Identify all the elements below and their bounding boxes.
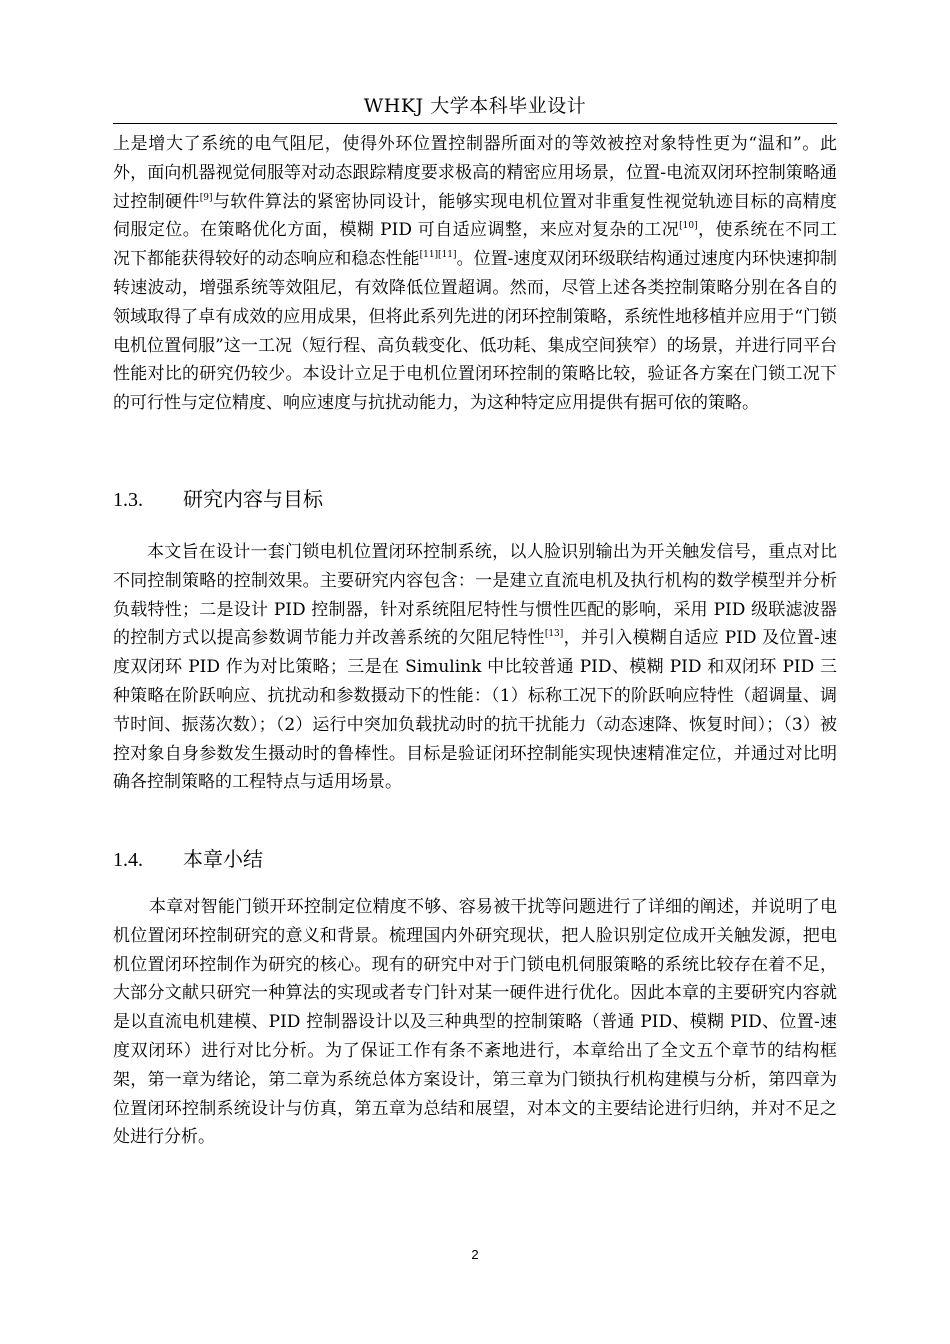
paragraph-chapter-summary: 本章对智能门锁开环控制定位精度不够、容易被干扰等问题进行了详细的阐述，并说明了电机位置闭环控制研究的意义和背景。梳理国内外研究现状，把人脸识别定位成开关触发源，把电机位置闭环控制作为研究的核心。现有的研究中对于门锁电机伺服策略的系统比较存在着不足，大部分文献只研究一种算法的实现或者专门针对某一硬件进行优化。因此本章的主要研究内容就是以直流电机建模、PID 控制器设计以及三种典型的控制策略（普通 PID、模糊 PID、位置-速度双闭环）进行对比分析。为了保证工作有条不紊地进行，本章给出了全文五个章节的结构框架，第一章为绪论，第二章为系统总体方案设计，第三章为门锁执行机构建模与分析，第四章为位置闭环控制系统设计与仿真，第五章为总结和展望，对本文的主要结论进行归纳，并对不足之处进行分析。 <box>113 897 837 1148</box>
section-heading-1-3 <box>113 484 323 515</box>
paragraph-prev-section <box>113 130 837 418</box>
text-run: ，并引入模糊自适应 PID 及位置-速度双闭环 PID 作为对比策略；三是在 Simulink 中比较普通 PID、模糊 PID 和双闭环 PID 三种策略在阶跃响应、抗扰动和参数摄动下的性能：（1）标称工况下的阶跃响应特性（超调量、调节时间、振荡次数）；（2）运行中突加负载扰动时的抗干扰能力（动态速降、恢复时间）；（3）被控对象自身参数发生摄动时的鲁棒性。目标是验证闭环控制能实现快速精准定位，并通过对比明确各控制策略的工程特点与适用场景。 <box>113 628 837 793</box>
text-run: ，使系统在不同工况下都能获得较好的动态响应和稳态性能 <box>113 220 838 270</box>
paragraph-research-content <box>113 538 837 797</box>
text-run: 。位置-速度双闭环级联结构通过速度内环快速抑制转速波动，增强系统等效阻尼，有效降低位置超调。然而，尽管上述各类控制策略分别在各自的领域取得了卓有成效的应用成果，但将此系列先进的闭环控制策略，系统性地移植并应用于“门锁电机位置伺服”这一工况（短行程、高负载变化、低功耗、集成空间狭窄）的场景，并进行同平台性能对比的研究仍较少。本设计立足于电机位置闭环控制的策略比较，验证各方案在门锁工况下的可行性与定位精度、响应速度与抗扰动能力，为这种特定应用提供有据可依的策略。 <box>113 249 838 414</box>
section-number: 1.4. <box>113 849 143 871</box>
citation: [13] <box>544 629 564 640</box>
page-header: WHKJ 大学本科毕业设计 <box>363 95 587 117</box>
section-number: 1.3. <box>113 489 143 511</box>
section-title: 本章小结 <box>183 847 263 871</box>
section-title: 研究内容与目标 <box>183 487 323 511</box>
section-heading-1-4 <box>113 844 263 875</box>
page-number: 2 <box>471 1247 479 1262</box>
text-run: 上是增大了系统的电气阻尼，使得外环位置控制器所面对的等效被控对象特性更为“温和”。此外，面向机器视觉伺服等对动态跟踪精度要求极高的精密应用场景，位置-电流双闭环控制策略通过控制硬件 <box>113 134 837 212</box>
citation: [11][11] <box>419 250 457 261</box>
text-run: 本文旨在设计一套门锁电机位置闭环控制系统，以人脸识别输出为开关触发信号，重点对比不同控制策略的控制效果。主要研究内容包含：一是建立直流电机及执行机构的数学模型并分析负载特性；二是设计 PID 控制器，针对系统阻尼特性与惯性匹配的影响，采用 PID 级联滤波器的控制方式以提高参数调节能力并改善系统的欠阻尼特性 <box>113 542 837 649</box>
text-run: 与软件算法的紧密协同设计，能够实现电机位置对非重复性视觉轨迹目标的高精度伺服定位。在策略优化方面，模糊 PID 可自适应调整，来应对复杂的工况 <box>113 191 838 241</box>
citation: [10] <box>679 221 698 232</box>
citation: [9] <box>199 192 213 203</box>
header-rule <box>113 123 837 124</box>
